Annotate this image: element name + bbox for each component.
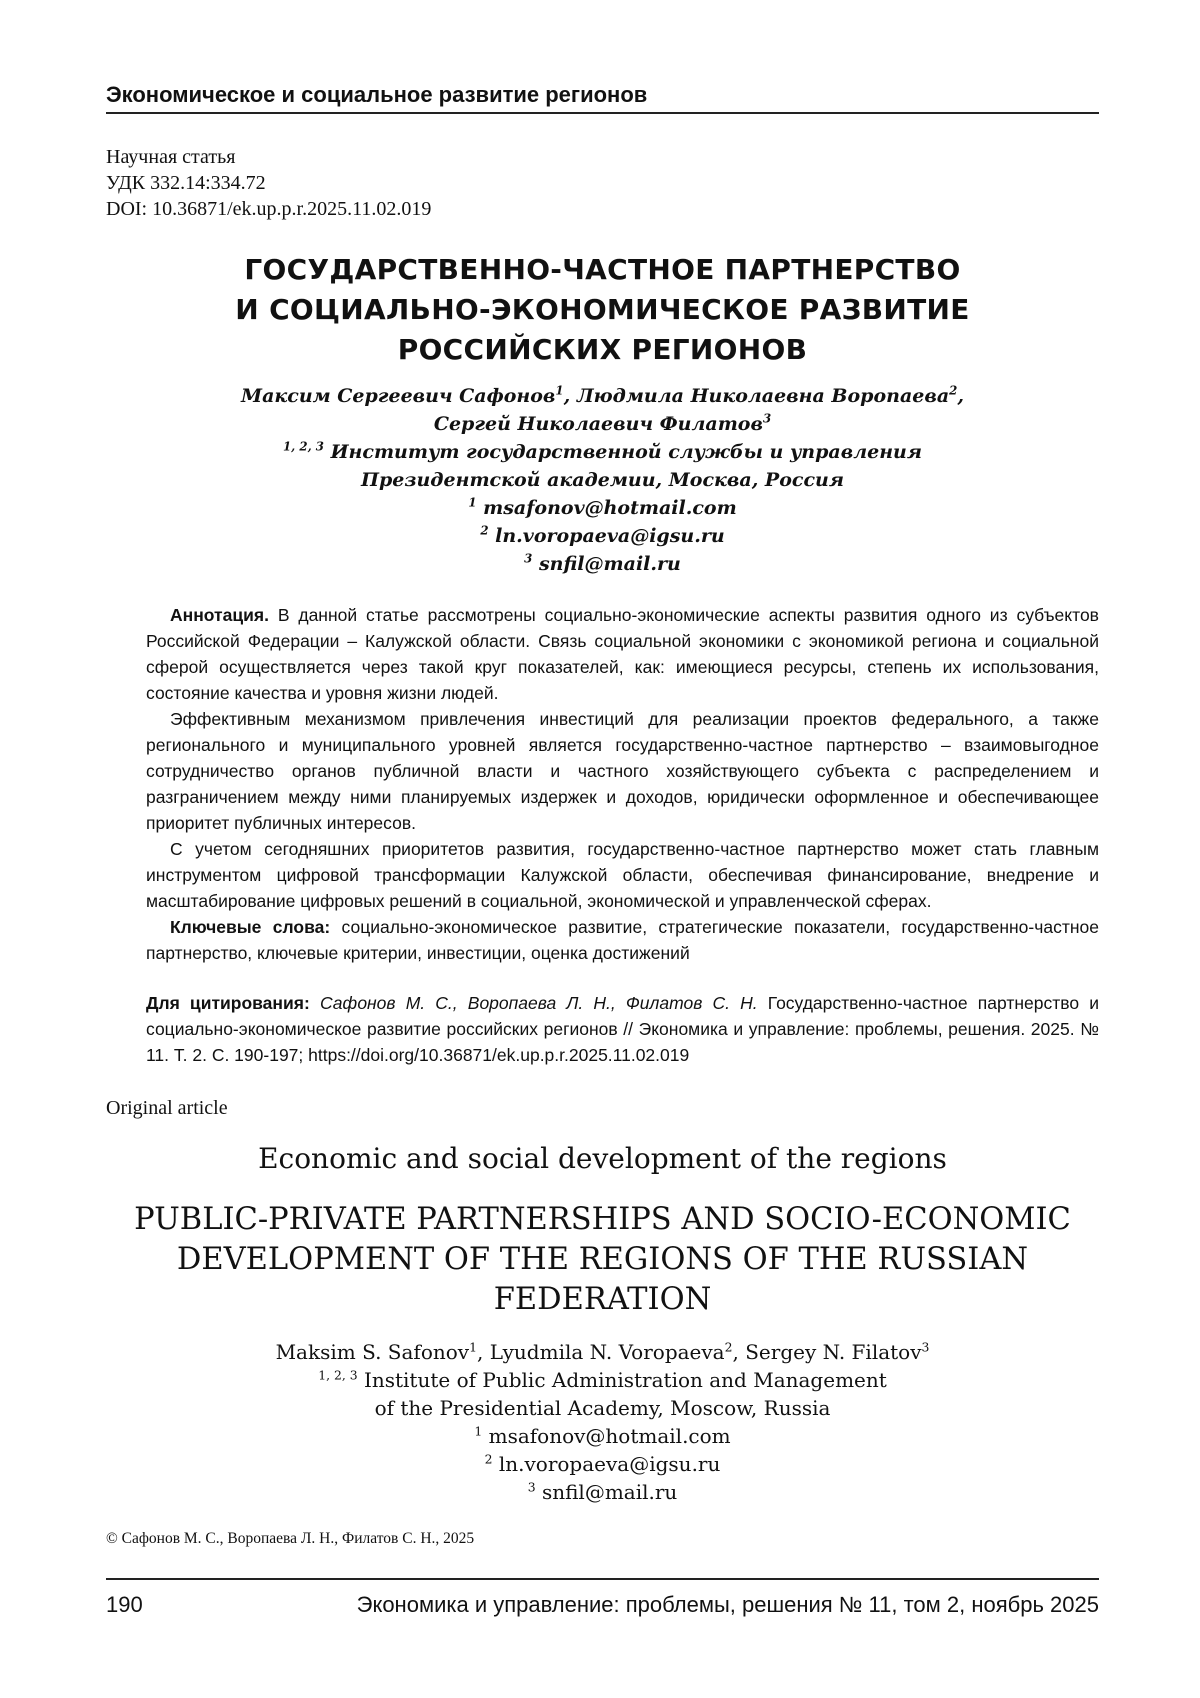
authors-ru-line-1: Максим Сергеевич Сафонов$^1$, Людмила Николаевна Воропаева$^2$, <box>241 383 964 407</box>
author-en-3-sup: 3 <box>921 1339 930 1355</box>
affiliation-en-line-2: of the Presidential Academy, Moscow, Russia <box>374 1396 831 1420</box>
affiliation-en-sup: 1, 2, 3 <box>318 1367 358 1383</box>
email-en-1: $^1$ msafonov@hotmail.com <box>474 1423 731 1448</box>
authors-ru-line-2 <box>106 410 1099 438</box>
title-english <box>106 1200 1099 1320</box>
email-en-3-text[interactable]: snfil@mail.ru <box>541 1480 678 1504</box>
keywords-label: Ключевые слова: <box>170 917 331 937</box>
author-ru-1: Максим Сергеевич Сафонов <box>241 385 556 407</box>
email-en-2: $^2$ ln.voropaeva@igsu.ru <box>484 1451 721 1476</box>
journal-section-header: Экономическое и социальное развитие регионов <box>106 82 648 107</box>
affiliation-en-text-1: Institute of Public Administration and Management <box>363 1368 887 1392</box>
email-ru-1-text[interactable]: msafonov@hotmail.com <box>483 497 737 519</box>
citation-label: Для цитирования: <box>146 993 310 1013</box>
email-ru-2-text[interactable]: ln.voropaeva@igsu.ru <box>495 525 725 547</box>
section-english: Economic and social development of the regions <box>258 1142 947 1175</box>
keywords-paragraph <box>146 914 1099 966</box>
affiliation-en-line-1 <box>106 1366 1099 1394</box>
title-ru-line-3: РОССИЙСКИХ РЕГИОНОВ <box>397 333 808 366</box>
authors-english <box>106 1338 1099 1506</box>
article-type: Научная статья <box>106 146 236 168</box>
title-en-line-3: FEDERATION <box>493 1282 712 1317</box>
author-en-2: Lyudmila N. Voropaeva <box>489 1340 725 1364</box>
author-ru-1-sup: 1 <box>555 383 564 398</box>
abstract-text-1: В данной статье рассмотрены социально-экономические аспекты развития одного из субъектов Российской Федерации – Калужской области. Связь социальной экономики с экономикой региона и социальной сферой осуществляется через такой круг показателей, как: имеющиеся ресурсы, степень их использования, состояние качества и уровня жизни людей. <box>146 605 1099 703</box>
author-en-1-sup: 1 <box>469 1339 477 1355</box>
email-en-1-text[interactable]: msafonov@hotmail.com <box>488 1424 731 1448</box>
title-ru-line-1: ГОСУДАРСТВЕННО-ЧАСТНОЕ ПАРТНЕРСТВО <box>244 253 961 286</box>
footer-divider <box>106 1578 1099 1580</box>
citation-text: Государственно-частное партнерство и социально-экономическое развитие российских регионов // Экономика и управление: проблемы, решения. 2025. № 11. Т. 2. С. 190-197; https://doi.org/10.36871/ek.up.p.r.2025.11.02.019 <box>146 993 1099 1065</box>
author-en-1: Maksim S. Safonov <box>275 1340 470 1364</box>
email-ru-3-text[interactable]: snfil@mail.ru <box>538 553 681 575</box>
affiliation-ru-line-2: Президентской академии, Москва, Россия <box>361 469 844 491</box>
abstract-paragraph-1 <box>146 602 1099 706</box>
author-ru-3: Сергей Николаевич Филатов <box>433 413 763 435</box>
header-divider <box>106 112 1099 114</box>
udc-code: УДК 332.14:334.72 <box>106 172 266 194</box>
affiliation-ru-line-1 <box>106 438 1099 466</box>
abstract-paragraph-2: Эффективным механизмом привлечения инвестиций для реализации проектов федерального, а также регионального и муниципального уровней является государственно-частное партнерство – взаимовыгодное сотрудничество органов публичной власти и частного хозяйствующего субъекта с распределением и разграничением между ними планируемых издержек и доходов, юридически оформленное и обеспечивающее приоритет публичных интересов. <box>146 709 1099 833</box>
keywords-text: социально-экономическое развитие, стратегические показатели, государственно-частное партнерство, ключевые критерии, инвестиции, оценка достижений <box>146 917 1099 963</box>
abstract-paragraph-3: С учетом сегодняшних приоритетов развития, государственно-частное партнерство может стать главным инструментом цифровой трансформации Калужской области, обеспечивая финансирование, внедрение и масштабирование цифровых решений в социальной, экономической и управленческой сферах. <box>146 839 1099 911</box>
title-ru-line-2: И СОЦИАЛЬНО-ЭКОНОМИЧЕСКОЕ РАЗВИТИЕ <box>235 293 970 326</box>
authors-russian <box>106 382 1099 578</box>
title-russian <box>106 250 1099 370</box>
article-page <box>106 0 1099 1698</box>
title-en-line-2: DEVELOPMENT OF THE REGIONS OF THE RUSSIAN <box>176 1242 1029 1277</box>
author-ru-3-sup: 3 <box>762 411 772 426</box>
title-en-line-1: PUBLIC-PRIVATE PARTNERSHIPS AND SOCIO-ECONOMIC <box>134 1202 1071 1237</box>
author-ru-2: Людмила Николаевна Воропаева <box>576 385 950 407</box>
article-meta <box>106 144 431 222</box>
affiliation-ru-sup: 1, 2, 3 <box>283 439 324 454</box>
original-article-label: Original article <box>106 1097 228 1119</box>
email-en-2-text[interactable]: ln.voropaeva@igsu.ru <box>498 1452 721 1476</box>
journal-info: Экономика и управление: проблемы, решения № 11, том 2, ноябрь 2025 <box>356 1592 1099 1617</box>
citation <box>146 990 1099 1068</box>
author-ru-2-sup: 2 <box>949 383 958 398</box>
copyright: © Сафонов М. С., Воропаева Л. Н., Филатов С. Н., 2025 <box>106 1530 475 1547</box>
affiliation-ru-text-1: Институт государственной службы и управления <box>330 441 922 463</box>
authors-en-line: Maksim S. Safonov$^1$, Lyudmila N. Voropaeva$^2$, Sergey N. Filatov$^3$ <box>275 1339 930 1364</box>
abstract-label: Аннотация. <box>170 605 269 625</box>
email-en-3: $^3$ snfil@mail.ru <box>527 1479 678 1504</box>
email-ru-2: $^2$ ln.voropaeva@igsu.ru <box>480 523 725 547</box>
doi: DOI: 10.36871/ek.up.p.r.2025.11.02.019 <box>106 198 432 220</box>
email-ru-3: $^3$ snfil@mail.ru <box>524 551 681 575</box>
citation-authors: Сафонов М. С., Воропаева Л. Н., Филатов С. Н. <box>319 993 758 1013</box>
author-en-2-sup: 2 <box>724 1339 733 1355</box>
abstract <box>146 602 1099 966</box>
page-number: 190 <box>106 1592 143 1617</box>
author-en-3: Sergey N. Filatov <box>745 1340 922 1364</box>
email-ru-1: $^1$ msafonov@hotmail.com <box>468 495 737 519</box>
